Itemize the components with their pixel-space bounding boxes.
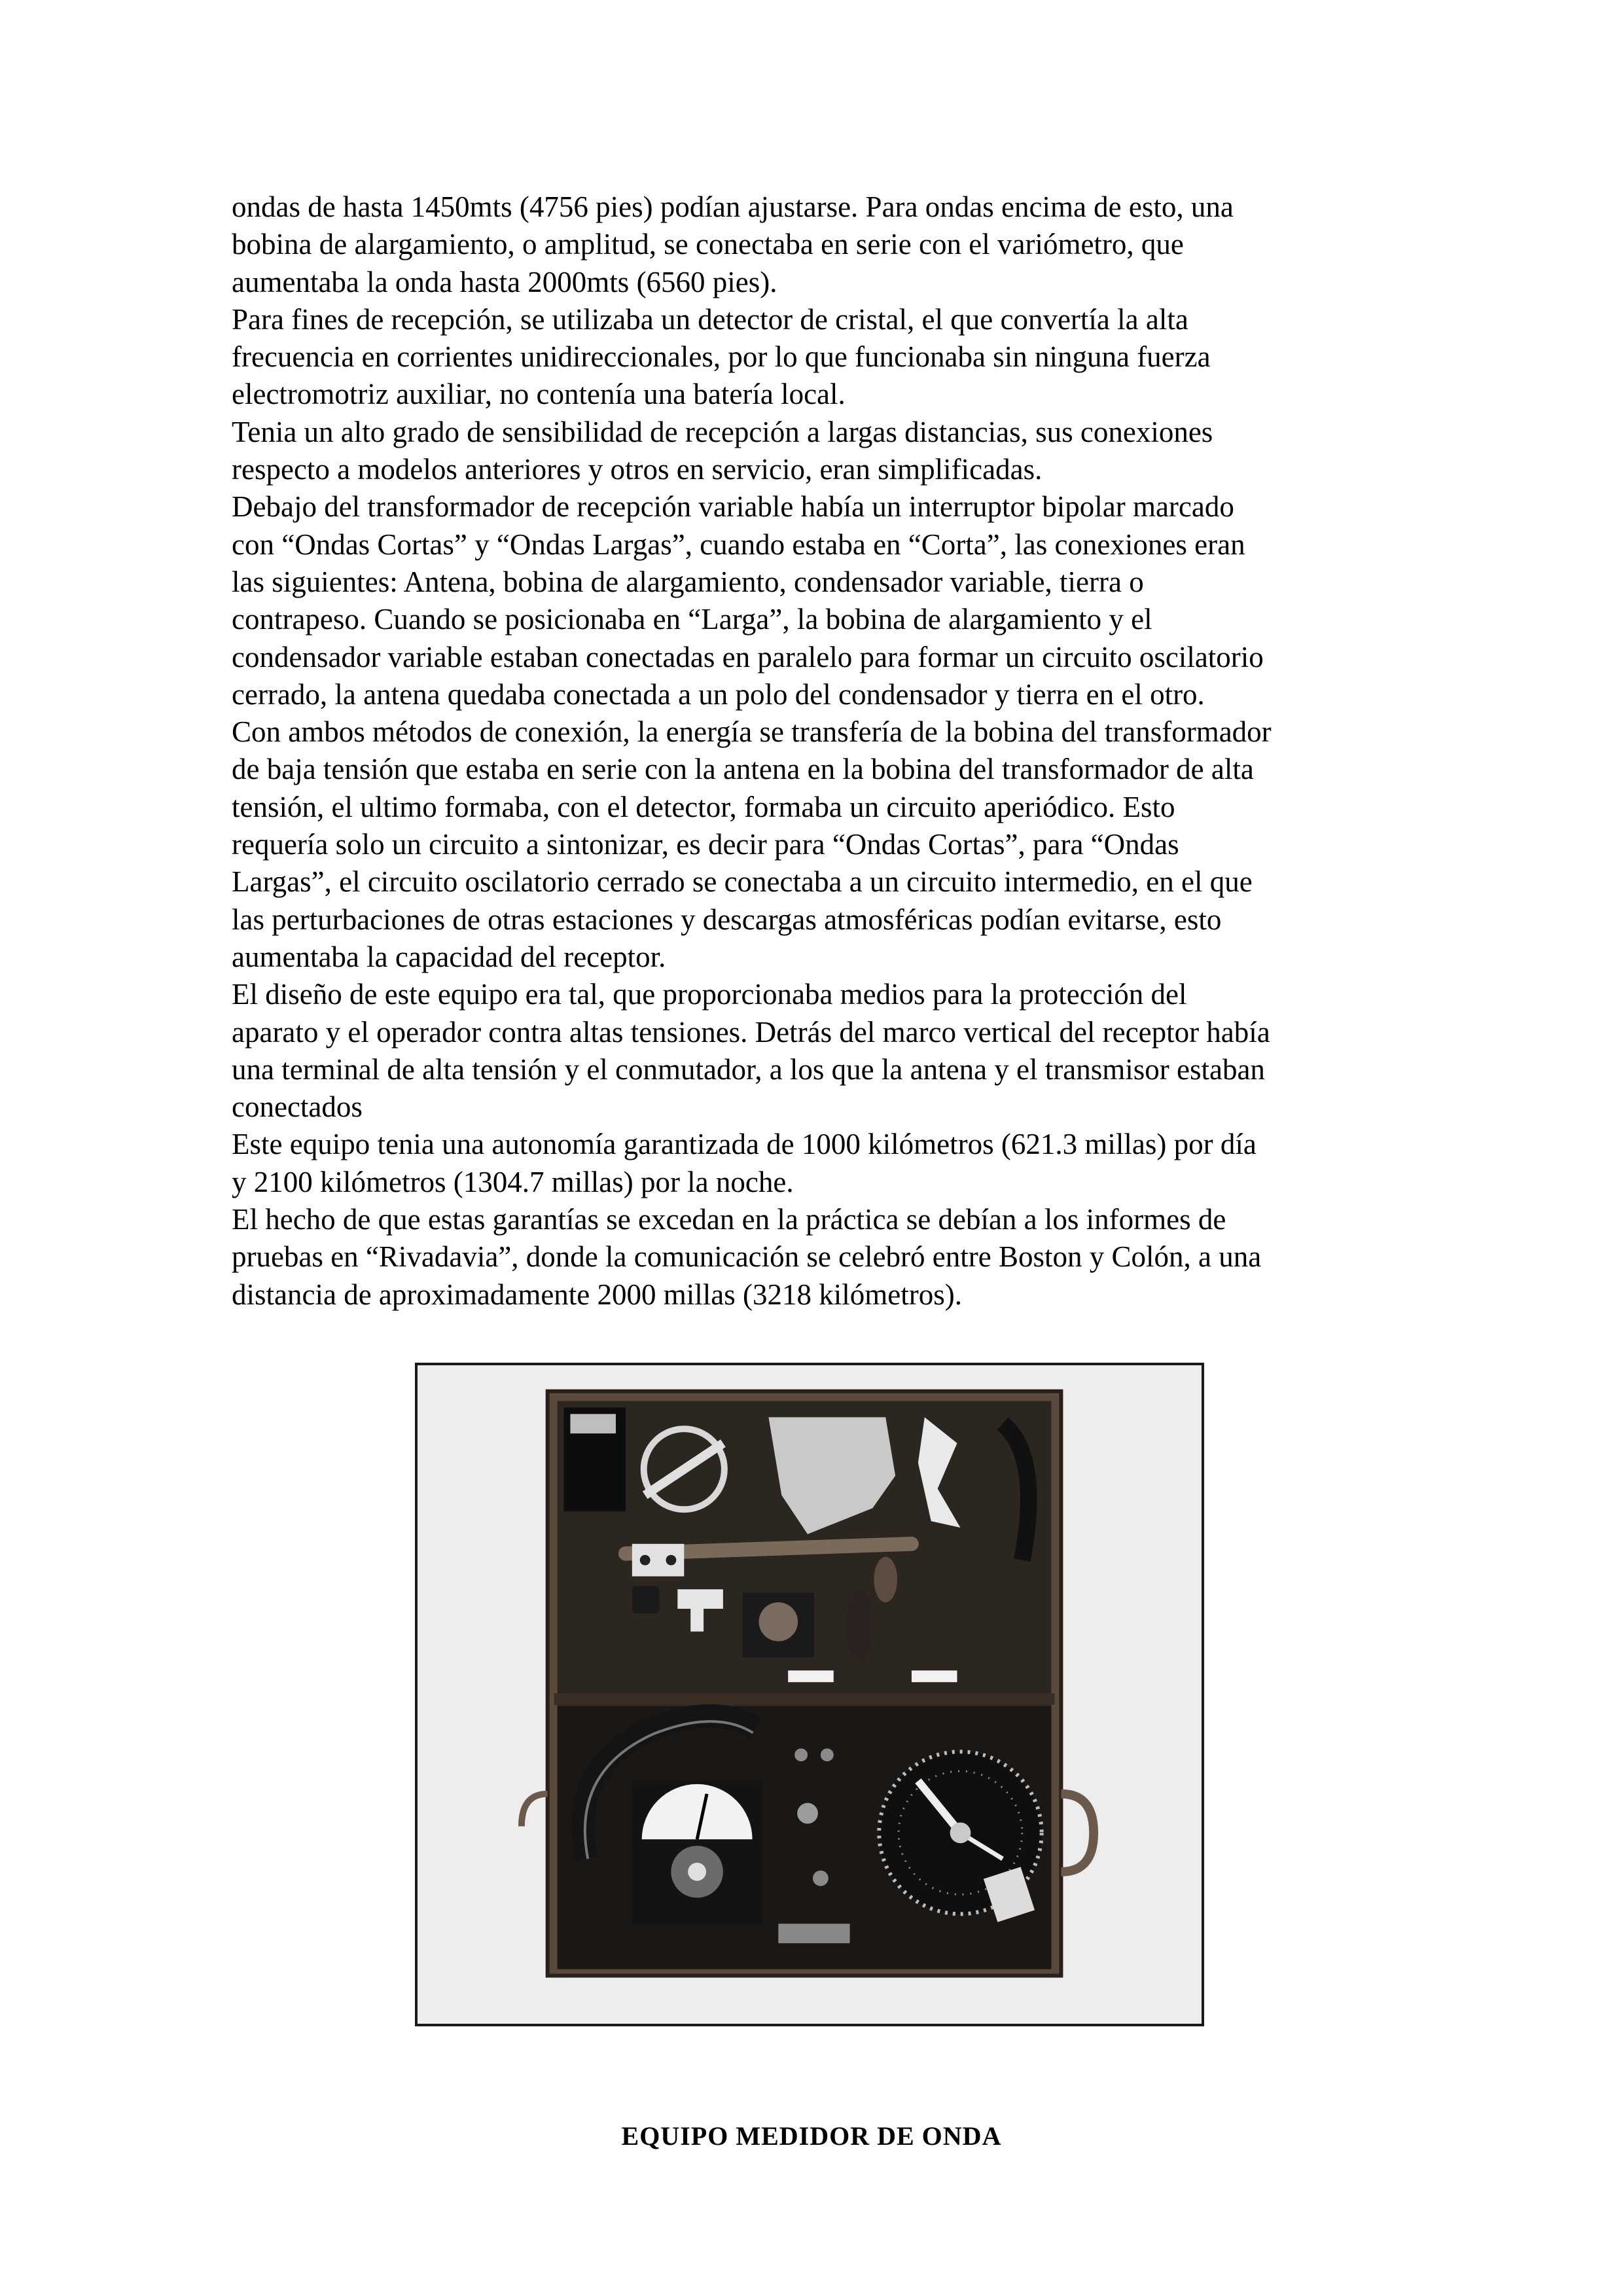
text-line: condensador variable estaban conectadas en paralelo para formar un circuito oscilatorio — [232, 640, 1264, 673]
text-line: frecuencia en corrientes unidireccionales, por lo que funcionaba sin ninguna fuerza — [232, 340, 1211, 374]
text-line: Largas”, el circuito oscilatorio cerrado se conectaba a un circuito intermedio, en el que — [232, 865, 1253, 899]
paragraph-8 — [232, 1201, 1410, 1314]
text-line: contrapeso. Cuando se posicionaba en “Larga”, la bobina de alargamiento y el — [232, 603, 1152, 636]
paragraph-7 — [232, 1126, 1410, 1201]
text-line: aparato y el operador contra altas tensiones. Detrás del marco vertical del receptor había — [232, 1015, 1270, 1049]
text-line: ondas de hasta 1450mts (4756 pies) podían ajustarse. Para ondas encima de esto, una — [232, 190, 1234, 223]
paragraph-6 — [232, 976, 1410, 1126]
text-line: El hecho de que estas garantías se excedan en la práctica se debían a los informes de — [232, 1203, 1226, 1236]
paragraph-1 — [232, 188, 1410, 301]
text-line: cerrado, la antena quedaba conectada a un polo del condensador y tierra en el otro. — [232, 677, 1205, 711]
text-line: requería solo un circuito a sintonizar, es decir para “Ondas Cortas”, para “Ondas — [232, 828, 1179, 861]
wavemeter-illustration — [418, 1365, 1202, 2024]
text-line: tensión, el ultimo formaba, con el detector, formaba un circuito aperiódico. Esto — [232, 790, 1175, 823]
text-line: aumentaba la onda hasta 2000mts (6560 pies). — [232, 265, 777, 298]
paragraph-5 — [232, 713, 1410, 976]
text-line: una terminal de alta tensión y el conmutador, a los que la antena y el transmisor estaban — [232, 1052, 1265, 1086]
paragraph-3 — [232, 414, 1410, 489]
body-text — [232, 188, 1410, 1314]
paragraph-4 — [232, 488, 1410, 713]
text-line: distancia de aproximadamente 2000 millas (3218 kilómetros). — [232, 1278, 962, 1311]
text-line: conectados — [232, 1090, 363, 1124]
paragraph-2 — [232, 301, 1410, 414]
figure-caption: EQUIPO MEDIDOR DE ONDA — [621, 2121, 1002, 2151]
text-line: Este equipo tenia una autonomía garantizada de 1000 kilómetros (621.3 millas) por día — [232, 1128, 1257, 1161]
text-line: con “Ondas Cortas” y “Ondas Largas”, cuando estaba en “Corta”, las conexiones eran — [232, 528, 1245, 561]
text-line: Para fines de recepción, se utilizaba un detector de cristal, el que convertía la alta — [232, 302, 1188, 336]
text-line: pruebas en “Rivadavia”, donde la comunicación se celebró entre Boston y Colón, a una — [232, 1240, 1262, 1274]
text-line: y 2100 kilómetros (1304.7 millas) por la noche. — [232, 1165, 794, 1198]
text-line: electromotriz auxiliar, no contenía una batería local. — [232, 378, 846, 411]
text-line: las perturbaciones de otras estaciones y descargas atmosféricas podían evitarse, esto — [232, 903, 1222, 936]
text-line: las siguientes: Antena, bobina de alargamiento, condensador variable, tierra o — [232, 565, 1144, 598]
text-line: respecto a modelos anteriores y otros en servicio, eran simplificadas. — [232, 453, 1043, 486]
text-line: El diseño de este equipo era tal, que proporcionaba medios para la protección del — [232, 978, 1187, 1011]
text-line: aumentaba la capacidad del receptor. — [232, 940, 666, 973]
text-line: Con ambos métodos de conexión, la energía se transfería de la bobina del transformador — [232, 715, 1272, 749]
text-line: Debajo del transformador de recepción variable había un interruptor bipolar marcado — [232, 490, 1234, 524]
wavemeter-photo — [415, 1363, 1204, 2026]
text-line: bobina de alargamiento, o amplitud, se conectaba en serie con el variómetro, que — [232, 228, 1184, 261]
text-line: Tenia un alto grado de sensibilidad de recepción a largas distancias, sus conexiones — [232, 415, 1213, 448]
text-line: de baja tensión que estaba en serie con la antena en la bobina del transformador de alta — [232, 753, 1254, 786]
